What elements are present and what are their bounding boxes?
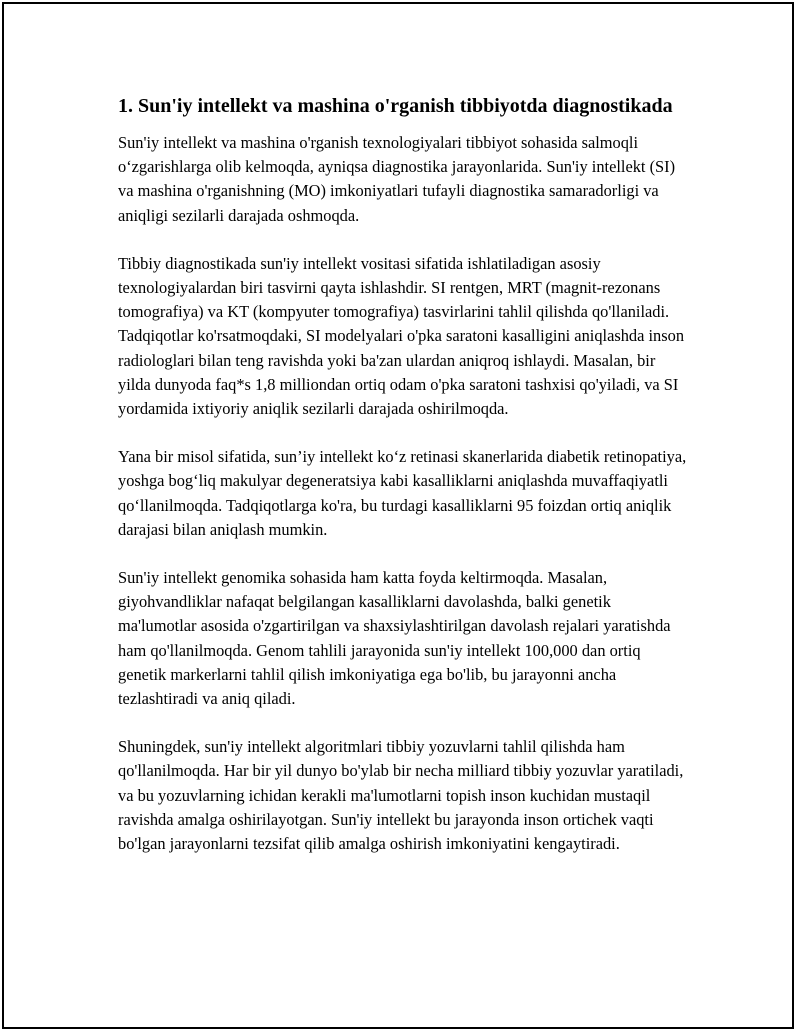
paragraph-2: Tibbiy diagnostikada sun'iy intellekt vositasi sifatida ishlatiladigan asosiy texnologiyalardan biri tasvirni qayta ishlashdir. SI rentgen, MRT (magnit-rezonans tomografiya) va KT (kompyuter tomografiya) tasvirlarini tahlil qilishda qo'llaniladi. Tadqiqotlar ko'rsatmoqdaki, SI modelyalari o'pka saratoni kasalligini aniqlashda inson radiologlari bilan teng ravishda yoki ba'zan ulardan aniqroq ishlaydi. Masalan, bir yilda dunyoda faq*s 1,8 milliondan ortiq odam o'pka saratoni tashxisi qo'yiladi, va SI yordamida ixtiyoriy aniqlik sezilarli darajada oshirilmoqda. xyxy=(118,253,685,419)
section-heading: 1. Sun'iy intellekt va mashina o'rganish tibbiyotda diagnostikada xyxy=(118,95,673,117)
document-body xyxy=(118,92,688,880)
paragraph-1: Sun'iy intellekt va mashina o'rganish texnologiyalari tibbiyot sohasida salmoqli o‘zgarishlarga olib kelmoqda, ayniqsa diagnostika jarayonlarida. Sun'iy intellekt (SI) va mashina o'rganishning (MO) imkoniyatlari tufayli diagnostika samaradorligi va aniqligi sezilarli darajada oshmoqda. xyxy=(118,133,676,225)
paragraph-4: Sun'iy intellekt genomika sohasida ham katta foyda keltirmoqda. Masalan, giyohvandliklar nafaqat belgilangan kasalliklarni davolashda, balki genetik ma'lumotlar asosida o'zgartirilgan va shaxsiylashtirilgan davolash rejalari yaratishda ham qo'llanilmoqda. Genom tahlili jarayonida sun'iy intellekt 100,000 dan ortiq genetik markerlarni tahlil qilish imkoniyatiga ega bo'lib, bu jarayonni ancha tezlashtiradi va aniq qiladi. xyxy=(118,568,671,709)
paragraph-5: Shuningdek, sun'iy intellekt algoritmlari tibbiy yozuvlarni tahlil qilishda ham qo'llanilmoqda. Har bir yil dunyo bo'ylab bir necha milliard tibbiy yozuvlar yaratiladi, va bu yozuvlarning ichidan kerakli ma'lumotlarni topish inson kuchidan mustaqil ravishda amalga oshirilayotgan. Sun'iy intellekt bu jarayonda inson ortichek vaqti bo'lgan jarayonlarni tezsifat qilib amalga oshirish imkoniyatini kengaytiradi. xyxy=(118,737,684,854)
paragraph-3: Yana bir misol sifatida, sun’iy intellekt ko‘z retinasi skanerlarida diabetik retinopatiya, yoshga bog‘liq makulyar degeneratsiya kabi kasalliklarni aniqlashda muvaffaqiyatli qo‘llanilmoqda. Tadqiqotlarga ko'ra, bu turdagi kasalliklarni 95 foizdan ortiq aniqlik darajasi bilan aniqlash mumkin. xyxy=(118,447,687,539)
